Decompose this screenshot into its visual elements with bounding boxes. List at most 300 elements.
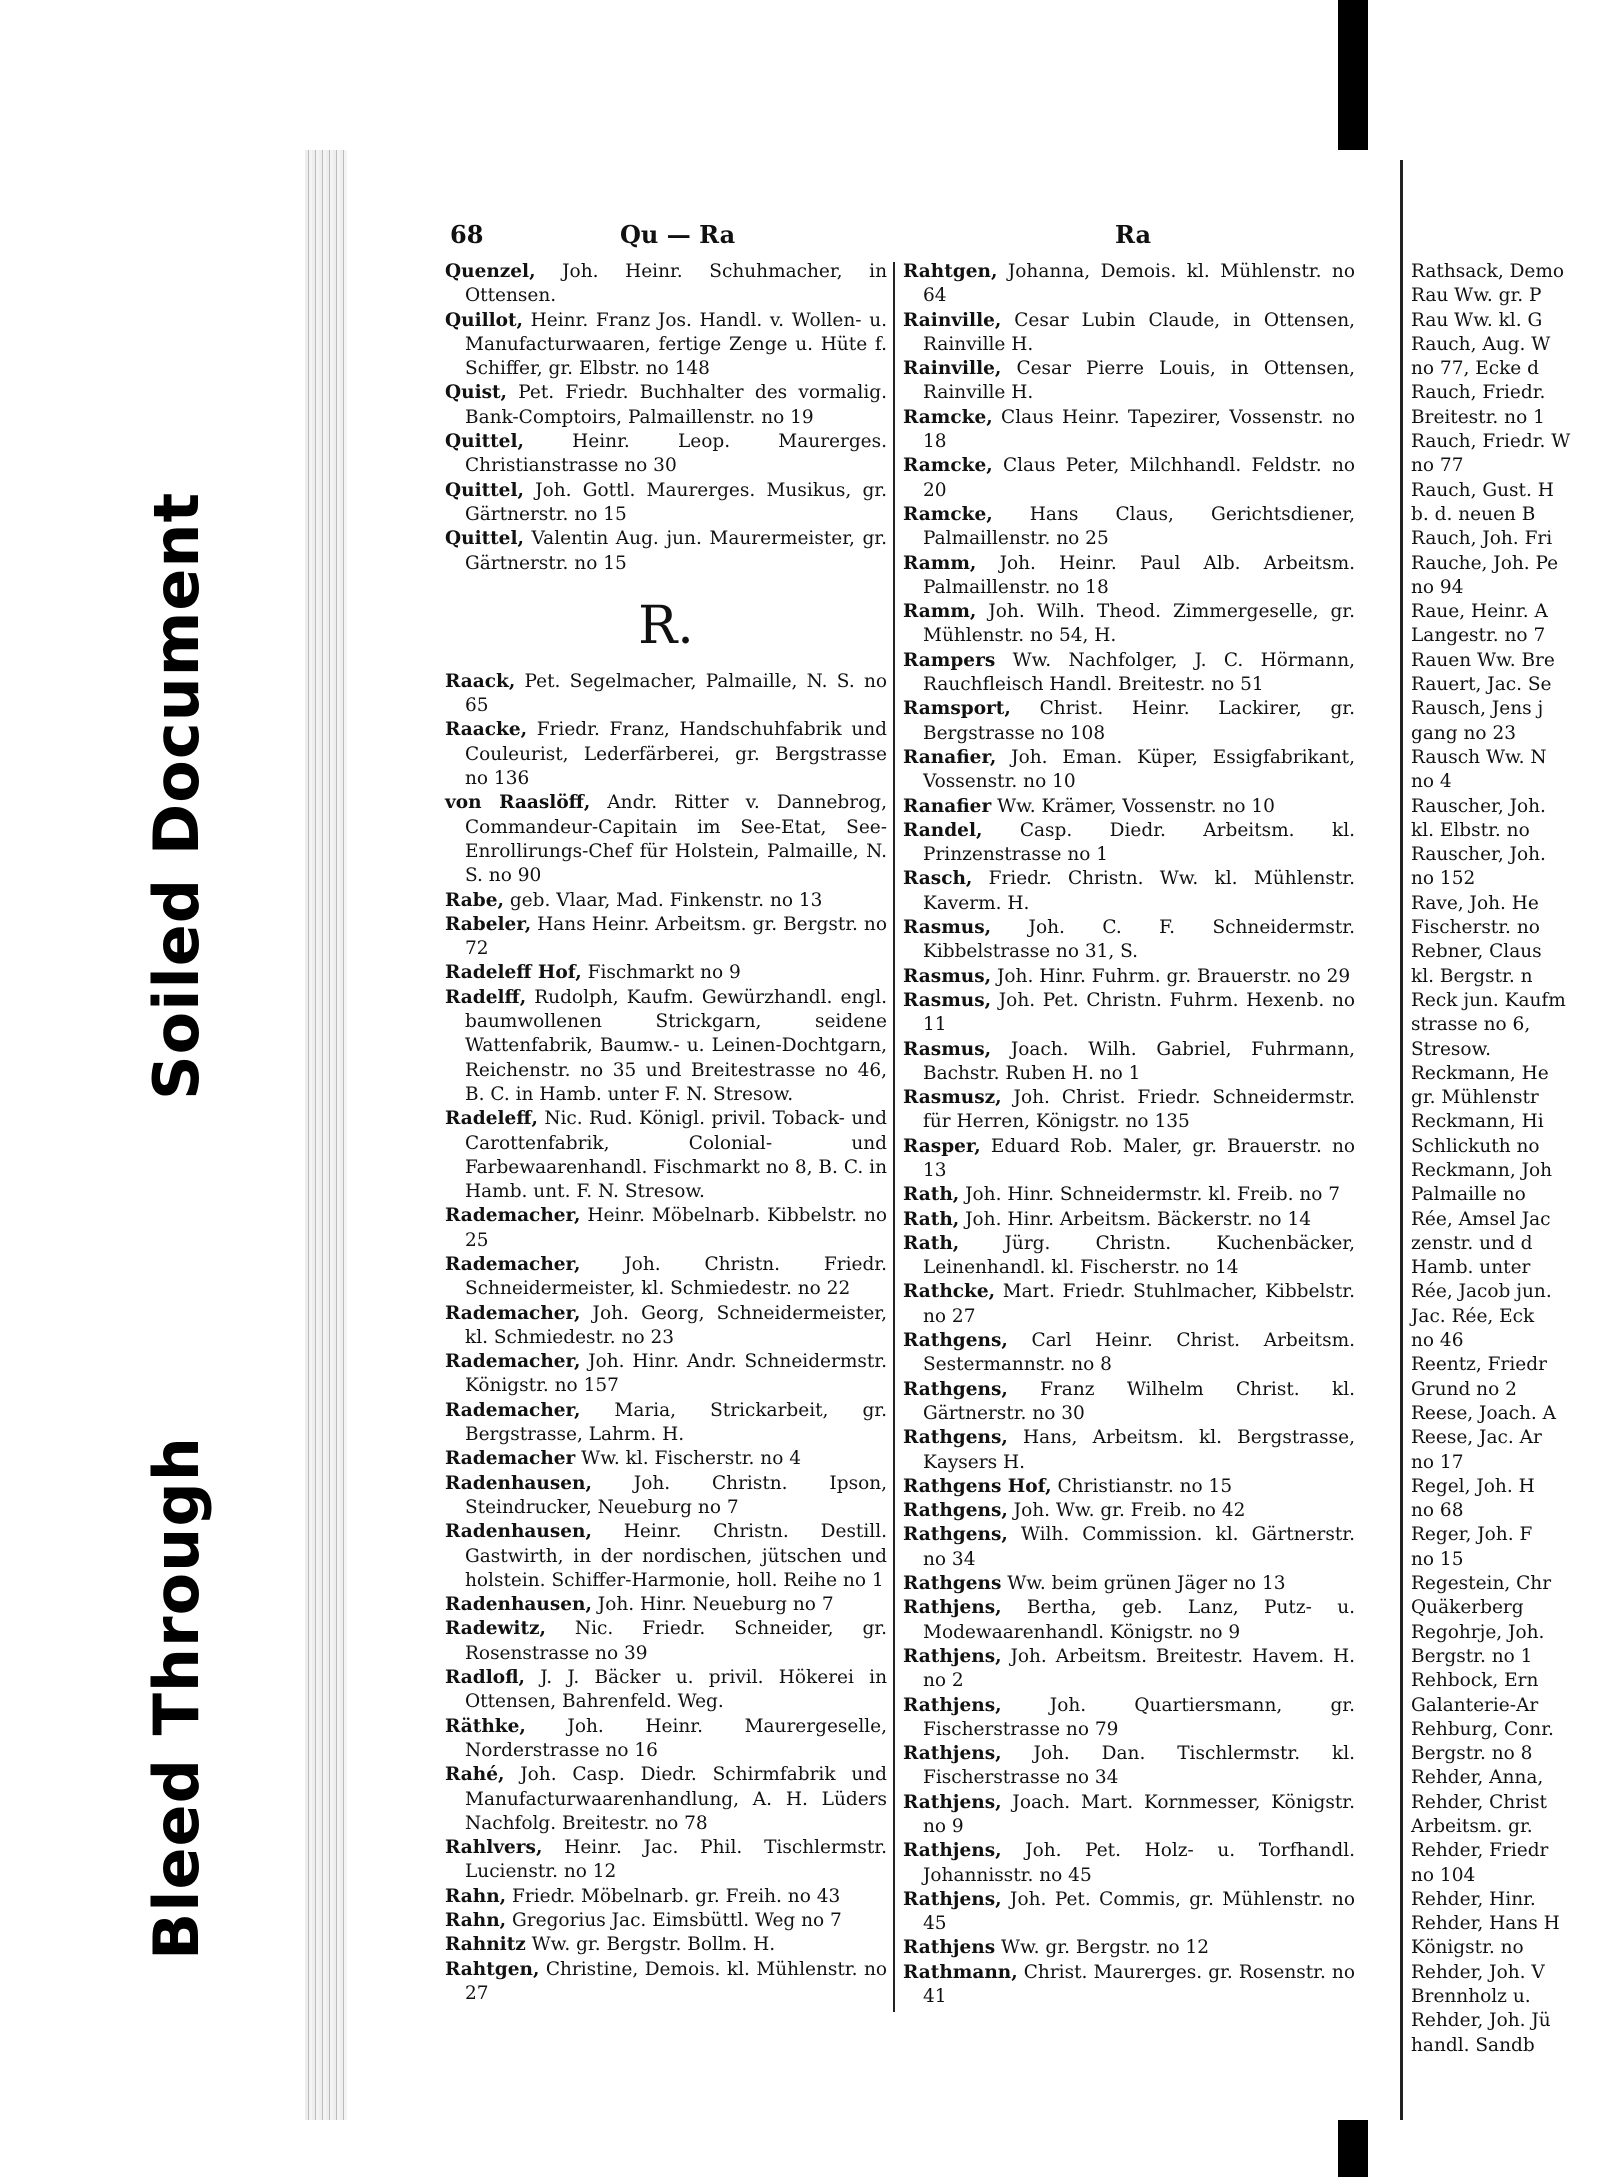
- entry-details: Wilh. Commission. kl. Gärtnerstr. no 34: [923, 1524, 1355, 1570]
- entry-name: Rasch,: [903, 868, 973, 890]
- entry-details: Joh. Dan. Tischlermstr. kl. Fischerstrasse no 34: [923, 1743, 1355, 1789]
- directory-entry: [903, 867, 1355, 916]
- directory-entry: [445, 1302, 887, 1351]
- facing-page-line: no 77, Ecke d: [1411, 358, 1539, 380]
- entry-name: Rabe,: [445, 889, 504, 911]
- entry-name: Rainville,: [903, 309, 1002, 331]
- binding-bar-bottom: [1338, 2110, 1368, 2177]
- directory-entry: [445, 1836, 887, 1885]
- directory-entry: [903, 989, 1355, 1038]
- directory-entry: [903, 406, 1355, 455]
- entry-name: Rahé,: [445, 1764, 505, 1786]
- directory-entry: [903, 1135, 1355, 1184]
- entry-details: Joach. Wilh. Gabriel, Fuhrmann, Bachstr. Ruben H. no 1: [923, 1038, 1355, 1084]
- entry-name: Rasmusz,: [903, 1087, 1002, 1109]
- entry-details: Joh. Christ. Friedr. Schneidermstr. für Herren, Königstr. no 135: [923, 1087, 1355, 1133]
- directory-entry: [903, 916, 1355, 965]
- entry-details: Cesar Lubin Claude, in Ottensen, Rainville H.: [923, 309, 1355, 355]
- facing-page-line: Rehder, Christ: [1411, 1791, 1547, 1813]
- directory-entry: [903, 1426, 1355, 1475]
- directory-entry: [903, 697, 1355, 746]
- left-column: [445, 260, 887, 2006]
- directory-entry: [445, 1399, 887, 1448]
- entry-name: Rasmus,: [903, 1038, 992, 1060]
- entry-name: Rathjens,: [903, 1597, 1002, 1619]
- entry-name: Radlofl,: [445, 1667, 525, 1689]
- directory-entry: [903, 965, 1355, 989]
- entry-name: Rathgens: [903, 1573, 1002, 1595]
- entry-name: Rathgens Hof,: [903, 1475, 1052, 1497]
- entry-name: Rathgens,: [903, 1500, 1008, 1522]
- directory-entry: [903, 1038, 1355, 1087]
- entry-details: Joh. Christn. Ipson, Steindrucker, Neueburg no 7: [465, 1472, 887, 1518]
- facing-page-line: Reckmann, Joh: [1411, 1159, 1553, 1181]
- entry-name: Rasmus,: [903, 965, 992, 987]
- facing-page-line: Rebner, Claus: [1411, 941, 1542, 963]
- entry-name: Rasper,: [903, 1135, 981, 1157]
- directory-entry: [445, 1350, 887, 1399]
- entry-name: Ramsport,: [903, 698, 1011, 720]
- directory-entry: [903, 649, 1355, 698]
- facing-page-line: Reckmann, He: [1411, 1062, 1549, 1084]
- left-top-entries: [445, 260, 887, 576]
- facing-page-line: Raue, Heinr. A: [1411, 601, 1548, 623]
- facing-page-line: Arbeitsm. gr.: [1411, 1816, 1533, 1837]
- entry-details: Christ. Heinr. Lackirer, gr. Bergstrasse no 108: [923, 698, 1355, 744]
- directory-entry: [445, 1204, 887, 1253]
- entry-details: Hans Heinr. Arbeitsm. gr. Bergstr. no 72: [465, 913, 887, 960]
- entry-details: Pet. Segelmacher, Palmaille, N. S. no 65: [465, 670, 887, 717]
- entry-name: Rahn,: [445, 1885, 507, 1907]
- entry-details: Joh. Hinr. Arbeitsm. Bäckerstr. no 14: [959, 1208, 1311, 1230]
- entry-name: Ranafier: [903, 795, 992, 817]
- facing-page-line: Rehder, Joh. V: [1411, 1961, 1545, 1983]
- facing-page-line: Rehburg, Conr.: [1411, 1718, 1554, 1740]
- running-head-left: Qu — Ra: [620, 220, 736, 249]
- directory-entry: [903, 1742, 1355, 1791]
- entry-details: Nic. Friedr. Schneider, gr. Rosenstrasse no 39: [465, 1618, 887, 1664]
- facing-page-line: zenstr. und d: [1411, 1232, 1533, 1254]
- entry-details: Christ. Maurerges. gr. Rosenstr. no 41: [923, 1961, 1355, 2008]
- entry-name: Rathjens,: [903, 1888, 1002, 1910]
- entry-details: Franz Wilhelm Christ. kl. Gärtnerstr. no 30: [923, 1378, 1355, 1424]
- entry-name: Ramcke,: [903, 503, 993, 525]
- entry-name: Rasmus,: [903, 989, 992, 1011]
- entry-name: Radenhausen,: [445, 1472, 592, 1494]
- facing-page-line: Rauch, Gust. H: [1411, 479, 1554, 501]
- entry-details: Friedr. Christn. Ww. kl. Mühlenstr. Kaverm. H.: [923, 868, 1355, 914]
- directory-entry: [903, 309, 1355, 358]
- facing-page-line: Stresow.: [1411, 1038, 1492, 1060]
- entry-name: Rath,: [903, 1208, 960, 1230]
- entry-name: Rathgens,: [903, 1524, 1008, 1546]
- facing-page-line: Rauch, Joh. Fri: [1411, 528, 1553, 550]
- facing-page-line: kl. Elbstr. no: [1411, 819, 1530, 841]
- entry-details: Heinr. Christn. Destill. Gastwirth, in der nordischen, jütschen und holstein. Schiffer-Harmonie, holl. Reihe no 1: [465, 1521, 887, 1591]
- entry-name: Rathjens,: [903, 1645, 1002, 1667]
- facing-page-line: Rauscher, Joh.: [1411, 844, 1546, 866]
- entry-details: Nic. Rud. Königl. privil. Toback- und Carottenfabrik, Colonial- und Farbewaarenhandl. Fischmarkt no 8, B. C. in Hamb. unt. F. N. Stresow.: [465, 1108, 887, 1203]
- entry-details: Claus Peter, Milchhandl. Feldstr. no 20: [923, 455, 1355, 501]
- directory-entry: [903, 819, 1355, 868]
- entry-name: Quittel,: [445, 479, 524, 501]
- entry-details: Ww. kl. Fischerstr. no 4: [575, 1448, 802, 1470]
- entry-name: Ranafier,: [903, 746, 997, 768]
- facing-page-line: Langestr. no 7: [1411, 625, 1546, 647]
- facing-page-line: Reese, Jac. Ar: [1411, 1427, 1542, 1449]
- directory-entry: [445, 1885, 887, 1909]
- entry-details: Joh. Hinr. Fuhrm. gr. Brauerstr. no 29: [991, 965, 1351, 987]
- entry-name: Raacke,: [445, 719, 528, 741]
- directory-entry: [445, 1909, 887, 1933]
- facing-page-line: Rau Ww. gr. P: [1411, 285, 1542, 307]
- directory-entry: [903, 1961, 1355, 2010]
- running-head-right: Ra: [1115, 220, 1152, 249]
- entry-details: Joh. Pet. Commis, gr. Mühlenstr. no 45: [923, 1888, 1355, 1935]
- entry-name: Ramcke,: [903, 406, 993, 428]
- entry-details: Fischmarkt no 9: [581, 962, 741, 984]
- entry-details: Heinr. Franz Jos. Handl. v. Wollen- u. Manufacturwaaren, fertige Zenge u. Hüte f. Schiffer, gr. Elbstr. no 148: [465, 309, 887, 380]
- entry-name: Rasmus,: [903, 917, 992, 939]
- facing-page-line: no 4: [1411, 771, 1452, 793]
- entry-name: Rathjens,: [903, 1694, 1002, 1716]
- directory-entry: [445, 1715, 887, 1764]
- facing-page-line: Rehder, Hinr.: [1411, 1888, 1536, 1910]
- directory-entry: [445, 913, 887, 962]
- entry-name: von Raaslöff,: [445, 792, 591, 814]
- entry-details: Joh. Georg, Schneidermeister, kl. Schmiedestr. no 23: [465, 1302, 887, 1348]
- facing-page-line: Rehder, Anna,: [1411, 1767, 1544, 1789]
- entry-details: Casp. Diedr. Arbeitsm. kl. Prinzenstrasse no 1: [923, 819, 1355, 866]
- facing-page-line: Schlickuth no: [1411, 1135, 1540, 1157]
- directory-entry: [903, 1232, 1355, 1281]
- facing-page-line: Reck jun. Kaufm: [1411, 989, 1566, 1011]
- directory-entry: [445, 961, 887, 985]
- directory-entry: [445, 430, 887, 479]
- facing-page-column: [1411, 260, 1600, 2058]
- entry-name: Rahtgen,: [903, 261, 998, 282]
- facing-page-line: Rehder, Friedr: [1411, 1840, 1549, 1862]
- facing-page-line: Rauen Ww. Bre: [1411, 649, 1555, 671]
- entry-name: Rath,: [903, 1184, 960, 1206]
- facing-page-line: Regestein, Chr: [1411, 1573, 1552, 1595]
- entry-name: Quist,: [445, 382, 507, 404]
- entry-name: Ramcke,: [903, 455, 993, 477]
- entry-details: Mart. Friedr. Stuhlmacher, Kibbelstr. no 27: [923, 1281, 1355, 1327]
- facing-page-line: no 15: [1411, 1548, 1464, 1570]
- entry-name: Rampers: [903, 649, 996, 671]
- entry-name: Rathgens,: [903, 1330, 1008, 1352]
- entry-details: Heinr. Leop. Maurerges. Christianstrasse no 30: [465, 431, 887, 477]
- facing-page-line: Breitestr. no 1: [1411, 406, 1545, 428]
- facing-page-line: Rauche, Joh. Pe: [1411, 552, 1559, 574]
- entry-details: Joh. Pet. Holz- u. Torfhandl. Johannisstr. no 45: [923, 1840, 1355, 1886]
- directory-entry: [903, 454, 1355, 503]
- directory-entry: [445, 1253, 887, 1302]
- entry-details: Ww. gr. Bergstr. no 12: [995, 1937, 1210, 1959]
- entry-name: Radewitz,: [445, 1618, 546, 1640]
- facing-page-line: Rée, Jacob jun.: [1411, 1281, 1552, 1303]
- entry-name: Rathgens,: [903, 1427, 1008, 1449]
- directory-entry: [903, 1572, 1355, 1596]
- facing-page-line: Rauch, Aug. W: [1411, 333, 1551, 355]
- directory-entry: [445, 1520, 887, 1593]
- entry-details: Joh. C. F. Schneidermstr. Kibbelstrasse no 31, S.: [923, 917, 1355, 963]
- directory-entry: [903, 1596, 1355, 1645]
- facing-page-line: Rauscher, Joh.: [1411, 795, 1546, 817]
- facing-page-line: gang no 23: [1411, 722, 1516, 744]
- entry-details: Heinr. Möbelnarb. Kibbelstr. no 25: [465, 1205, 887, 1251]
- entry-details: Joh. Ww. gr. Freib. no 42: [1007, 1500, 1246, 1522]
- directory-entry: [445, 1958, 887, 2007]
- facing-page-line: Palmaille no: [1411, 1184, 1526, 1206]
- entry-details: Hans Claus, Gerichtsdiener, Palmaillenstr. no 25: [923, 503, 1355, 550]
- directory-entry: [445, 791, 887, 888]
- facing-page-line: kl. Bergstr. n: [1411, 965, 1533, 987]
- entry-name: Rath,: [903, 1232, 960, 1254]
- facing-page-line: Rausch, Jens j: [1411, 698, 1544, 720]
- directory-entry: [903, 1183, 1355, 1207]
- entry-details: Ww. Krämer, Vossenstr. no 10: [991, 795, 1275, 817]
- directory-entry: [445, 1763, 887, 1836]
- column-divider: [893, 262, 895, 2012]
- entry-details: Pet. Friedr. Buchhalter des vormalig. Bank-Comptoirs, Palmaillenstr. no 19: [465, 382, 887, 428]
- entry-name: Rathgens,: [903, 1378, 1008, 1400]
- entry-details: Jürg. Christn. Kuchenbäcker, Leinenhandl. kl. Fischerstr. no 14: [923, 1232, 1355, 1279]
- entry-details: Johanna, Demois. kl. Mühlenstr. no 64: [923, 261, 1355, 307]
- facing-page-line: Rauch, Friedr.: [1411, 382, 1546, 404]
- entry-details: Joh. Wilh. Theod. Zimmergeselle, gr. Mühlenstr. no 54, H.: [923, 601, 1355, 647]
- directory-entry: [903, 1791, 1355, 1840]
- directory-entry: [445, 1107, 887, 1204]
- entry-name: Rademacher: [445, 1448, 576, 1470]
- directory-entry: [445, 1447, 887, 1471]
- entry-name: Rademacher,: [445, 1351, 581, 1373]
- directory-entry: [903, 1329, 1355, 1378]
- facing-page-line: strasse no 6,: [1411, 1014, 1531, 1036]
- entry-name: Rainville,: [903, 358, 1002, 380]
- entry-name: Rahn,: [445, 1910, 507, 1931]
- directory-entry: [445, 479, 887, 528]
- entry-name: Quillot,: [445, 309, 523, 331]
- entry-name: Rathjens,: [903, 1791, 1002, 1813]
- facing-page-line: Rehder, Hans H: [1411, 1913, 1560, 1935]
- entry-details: Joh. Casp. Diedr. Schirmfabrik und Manufacturwaarenhandlung, A. H. Lüders Nachfolg. Breitestr. no 78: [465, 1764, 887, 1834]
- facing-page-line: Jac. Rée, Eck: [1411, 1305, 1535, 1327]
- entry-name: Randel,: [903, 819, 983, 841]
- facing-page-line: Rehbock, Ern: [1411, 1670, 1539, 1692]
- directory-entry: [445, 527, 887, 576]
- facing-page-line: Bergstr. no 8: [1411, 1743, 1533, 1765]
- facing-page-line: gr. Mühlenstr: [1411, 1087, 1539, 1109]
- entry-name: Raack,: [445, 670, 516, 692]
- facing-page-line: Hamb. unter: [1411, 1257, 1531, 1279]
- directory-entry: [445, 381, 887, 430]
- facing-page-line: Rathsack, Demo: [1411, 261, 1565, 282]
- entry-details: Joh. Hinr. Schneidermstr. kl. Freib. no 7: [959, 1184, 1341, 1206]
- directory-entry: [903, 795, 1355, 819]
- entry-name: Radelff,: [445, 986, 527, 1008]
- entry-details: Eduard Rob. Maler, gr. Brauerstr. no 13: [923, 1135, 1355, 1181]
- facing-page-line: no 17: [1411, 1451, 1464, 1473]
- entry-name: Radeleff Hof,: [445, 962, 582, 984]
- directory-entry: [903, 1208, 1355, 1232]
- directory-entry: [903, 357, 1355, 406]
- entry-name: Rademacher,: [445, 1205, 581, 1227]
- facing-page-line: no 46: [1411, 1330, 1464, 1352]
- section-letter: R.: [638, 595, 694, 656]
- facing-page-line: Reger, Joh. F: [1411, 1524, 1533, 1546]
- directory-entry: [445, 1666, 887, 1715]
- entry-details: Joh. Heinr. Maurergeselle, Norderstrasse no 16: [465, 1715, 887, 1761]
- directory-entry: [903, 1378, 1355, 1427]
- facing-page-line: Fischerstr. no: [1411, 917, 1540, 939]
- directory-entry: [903, 1280, 1355, 1329]
- directory-entry: [445, 260, 887, 309]
- entry-name: Rahtgen,: [445, 1958, 540, 1980]
- directory-entry: [903, 1888, 1355, 1937]
- entry-details: Joh. Quartiersmann, gr. Fischerstrasse no 79: [923, 1694, 1355, 1740]
- entry-details: Cesar Pierre Louis, in Ottensen, Rainville H.: [923, 358, 1355, 404]
- facing-page-line: Rée, Amsel Jac: [1411, 1208, 1551, 1230]
- directory-entry: [445, 889, 887, 913]
- entry-name: Rademacher,: [445, 1399, 581, 1421]
- page-number: 68: [450, 220, 484, 249]
- entry-details: Maria, Strickarbeit, gr. Bergstrasse, Lahrm. H.: [465, 1399, 887, 1446]
- facing-page-line: Rau Ww. kl. G: [1411, 309, 1543, 331]
- facing-page-line: b. d. neuen B: [1411, 503, 1536, 525]
- entry-details: Gregorius Jac. Eimsbüttl. Weg no 7: [506, 1910, 842, 1931]
- directory-entry: [445, 1593, 887, 1617]
- entry-details: geb. Vlaar, Mad. Finkenstr. no 13: [503, 889, 823, 911]
- directory-entry: [903, 503, 1355, 552]
- entry-name: Quenzel,: [445, 261, 536, 282]
- directory-entry: [903, 1086, 1355, 1135]
- entry-name: Rathjens: [903, 1937, 996, 1959]
- entry-name: Ramm,: [903, 552, 977, 574]
- facing-page-line: Galanterie-Ar: [1411, 1694, 1539, 1716]
- entry-details: Joh. Hinr. Andr. Schneidermstr. Königstr. no 157: [465, 1351, 887, 1397]
- directory-entry: [445, 1472, 887, 1521]
- facing-page-line: no 104: [1411, 1864, 1476, 1886]
- directory-entry: [903, 1694, 1355, 1743]
- page-edge: [305, 150, 347, 2120]
- entry-details: Christine, Demois. kl. Mühlenstr. no 27: [465, 1958, 887, 2004]
- entry-details: Joh. Heinr. Paul Alb. Arbeitsm. Palmaillenstr. no 18: [923, 552, 1355, 598]
- directory-entry: [903, 1523, 1355, 1572]
- entry-details: Andr. Ritter v. Dannebrog, Commandeur-Capitain im See-Etat, See-Enrollirungs-Chef für Holstein, Palmaille, N. S. no 90: [465, 792, 887, 887]
- facing-page-line: Regohrje, Joh.: [1411, 1621, 1545, 1643]
- facing-page-line: no 68: [1411, 1500, 1464, 1522]
- entry-name: Quittel,: [445, 528, 524, 550]
- entry-name: Rahnitz: [445, 1934, 526, 1956]
- facing-page-line: no 152: [1411, 868, 1476, 890]
- facing-page-line: no 77: [1411, 455, 1464, 477]
- facing-page-line: Reentz, Friedr: [1411, 1354, 1547, 1376]
- directory-entry: [903, 1645, 1355, 1694]
- directory-entry: [445, 986, 887, 1107]
- entry-details: Friedr. Franz, Handschuhfabrik und Couleurist, Lederfärberei, gr. Bergstrasse no 136: [465, 719, 887, 790]
- entry-name: Rademacher,: [445, 1253, 581, 1275]
- facing-page-line: Rauch, Friedr. W: [1411, 431, 1571, 453]
- directory-entry: [445, 670, 887, 719]
- entry-name: Radeleff,: [445, 1108, 538, 1130]
- bleed-through-stamp: Bleed Through: [140, 1436, 213, 1960]
- entry-details: Joh. Pet. Christn. Fuhrm. Hexenb. no 11: [923, 989, 1355, 1036]
- soiled-document-stamp: Soiled Document: [140, 491, 213, 1100]
- entry-details: Joh. Christn. Friedr. Schneidermeister, kl. Schmiedestr. no 22: [465, 1253, 887, 1300]
- entry-name: Rademacher,: [445, 1302, 581, 1324]
- entry-details: Joh. Gottl. Maurerges. Musikus, gr. Gärtnerstr. no 15: [465, 479, 887, 525]
- entry-name: Rathjens,: [903, 1840, 1002, 1862]
- entry-details: Ww. beim grünen Jäger no 13: [1001, 1573, 1286, 1595]
- entry-details: Claus Heinr. Tapezirer, Vossenstr. no 18: [923, 406, 1355, 453]
- entry-details: Rudolph, Kaufm. Gewürzhandl. engl. baumwollenen Strickgarn, seidene Wattenfabrik, Baumw.- u. Leinen-Dochtgarn, Reichenstr. no 35 und Breitestrasse no 46, B. C. in Hamb. unter F. N. Stresow.: [465, 986, 887, 1105]
- entry-name: Rabeler,: [445, 913, 532, 935]
- facing-page-line: Rauert, Jac. Se: [1411, 674, 1552, 696]
- facing-page-line: no 94: [1411, 576, 1464, 598]
- entry-details: Friedr. Möbelnarb. gr. Freih. no 43: [506, 1885, 841, 1907]
- entry-details: Joh. Heinr. Schuhmacher, in Ottensen.: [465, 261, 887, 307]
- facing-page: [1400, 160, 1600, 2120]
- directory-entry: [903, 1475, 1355, 1499]
- facing-page-line: Brennholz u.: [1411, 1986, 1531, 2008]
- left-r-entries: [445, 670, 887, 2006]
- entry-name: Radenhausen,: [445, 1521, 592, 1543]
- entry-details: Joach. Mart. Kornmesser, Königstr. no 9: [923, 1791, 1355, 1837]
- directory-entry: [903, 552, 1355, 601]
- facing-page-line: Rausch Ww. N: [1411, 746, 1547, 768]
- entry-name: Rahlvers,: [445, 1837, 543, 1859]
- entry-details: Hans, Arbeitsm. kl. Bergstrasse, Kaysers H.: [923, 1427, 1355, 1473]
- entry-details: Joh. Eman. Küper, Essigfabrikant, Vossenstr. no 10: [923, 746, 1355, 793]
- facing-page-line: Königstr. no: [1411, 1937, 1524, 1959]
- entry-name: Rathjens,: [903, 1743, 1002, 1765]
- entry-details: J. J. Bäcker u. privil. Hökerei in Ottensen, Bahrenfeld. Weg.: [465, 1667, 887, 1713]
- entry-details: Ww. Nachfolger, J. C. Hörmann, Rauchfleisch Handl. Breitestr. no 51: [923, 649, 1355, 696]
- entry-details: Carl Heinr. Christ. Arbeitsm. Sestermannstr. no 8: [923, 1330, 1355, 1376]
- directory-entry: [903, 1839, 1355, 1888]
- facing-page-line: Reese, Joach. A: [1411, 1402, 1557, 1424]
- entry-name: Quittel,: [445, 431, 524, 453]
- facing-page-line: Grund no 2: [1411, 1378, 1517, 1400]
- entry-details: Joh. Hinr. Neueburg no 7: [591, 1594, 834, 1616]
- directory-entry: [903, 1499, 1355, 1523]
- facing-page-line: Regel, Joh. H: [1411, 1475, 1535, 1497]
- entry-details: Joh. Arbeitsm. Breitestr. Havem. H. no 2: [923, 1645, 1355, 1692]
- entry-name: Räthke,: [445, 1715, 526, 1737]
- directory-entry: [903, 260, 1355, 309]
- middle-column: [903, 260, 1355, 2009]
- directory-entry: [445, 1617, 887, 1666]
- entry-details: Ww. gr. Bergstr. Bollm. H.: [525, 1934, 776, 1956]
- entry-details: Valentin Aug. jun. Maurermeister, gr. Gärtnerstr. no 15: [465, 528, 887, 574]
- directory-entry: [903, 600, 1355, 649]
- directory-entry: [445, 309, 887, 382]
- entry-name: Rathmann,: [903, 1961, 1018, 1983]
- facing-page-line: Bergstr. no 1: [1411, 1645, 1533, 1667]
- directory-entry: [903, 746, 1355, 795]
- entry-name: Radenhausen,: [445, 1594, 592, 1616]
- entry-details: Christianstr. no 15: [1051, 1475, 1233, 1497]
- facing-page-line: Reckmann, Hi: [1411, 1111, 1544, 1133]
- facing-page-line: Quäkerberg: [1411, 1597, 1524, 1619]
- binding-bar-top: [1338, 0, 1368, 150]
- directory-entry: [903, 1936, 1355, 1960]
- facing-page-line: handl. Sandb: [1411, 2034, 1535, 2056]
- facing-page-line: Rehder, Joh. Jü: [1411, 2010, 1551, 2032]
- entry-details: Bertha, geb. Lanz, Putz- u. Modewaarenhandl. Königstr. no 9: [923, 1597, 1355, 1643]
